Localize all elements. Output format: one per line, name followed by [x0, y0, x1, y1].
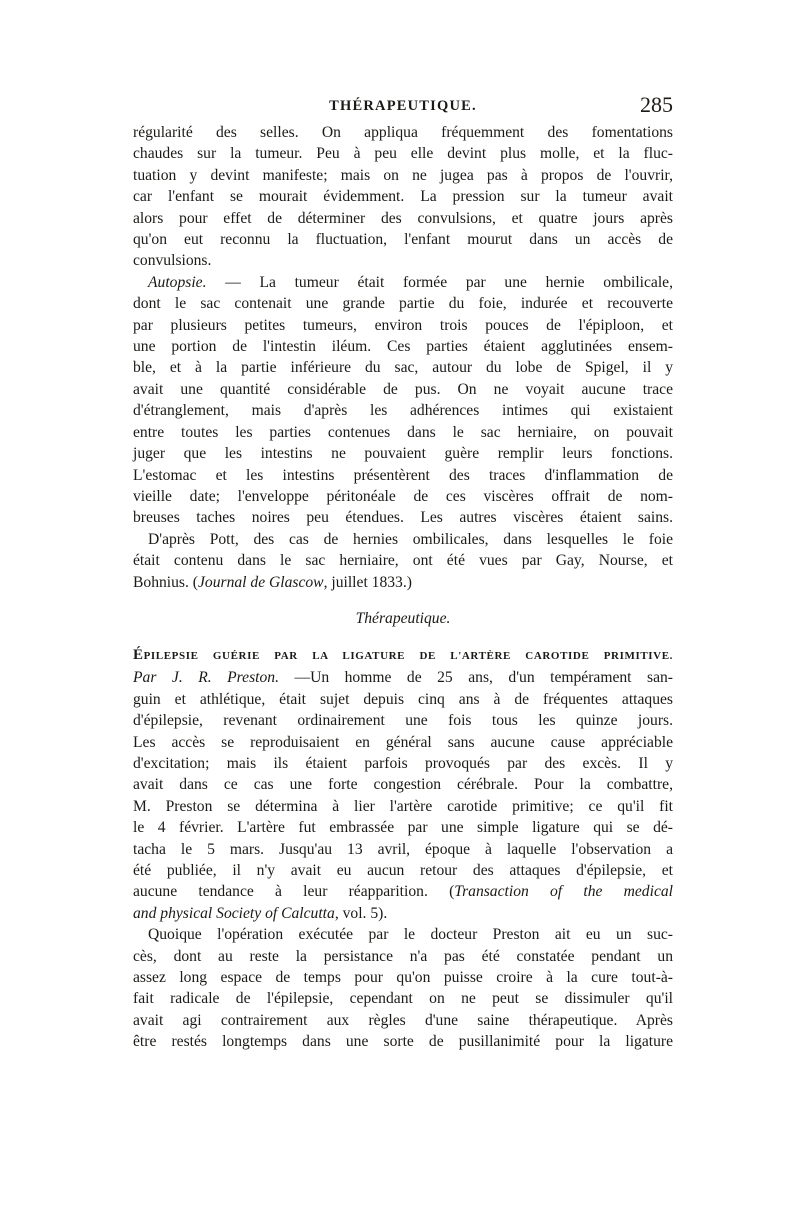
citation-post: , vol. 5).	[334, 904, 388, 922]
citation-post: , juillet 1833.)	[323, 573, 412, 591]
article-heading-initial: É	[133, 646, 144, 663]
text-line: d'épilepsie, revenant ordinairement une fois tous les quinze jours.	[133, 712, 673, 730]
text-line: être restés longtemps dans une sorte de pusillanimité pour la ligature	[133, 1033, 673, 1051]
citation-line	[133, 881, 673, 902]
text-line: breuses taches noires peu étendues. Les autres viscères étaient sains.	[133, 509, 673, 527]
text-line: d'excitation; mais ils étaient parfois provoqués par des excès. Il y	[133, 754, 673, 772]
text-line: vieille date; l'enveloppe péritonéale de ces viscères offrait de nom-	[133, 487, 673, 505]
article-heading	[133, 644, 673, 667]
autopsie-label: Autopsie.	[148, 273, 207, 291]
autopsie-line	[133, 272, 673, 293]
text-line: convulsions.	[133, 252, 212, 270]
article-first-text: —Un homme de 25 ans, d'un tempérament san-	[294, 669, 673, 687]
text-line: chaudes sur la tumeur. Peu à peu elle devint plus molle, et la fluc-	[133, 145, 673, 163]
text-line: une portion de l'intestin iléum. Ces parties étaient agglutinées ensem-	[133, 338, 673, 356]
text-line: car l'enfant se mourait évidemment. La pression sur la tumeur avait	[133, 188, 673, 206]
text-line: Quoique l'opération exécutée par le docteur Preston ait eu un suc-	[148, 926, 673, 944]
text-line: L'estomac et les intestins présentèrent des traces d'inflammation de	[133, 466, 673, 484]
text-line: guin et athlétique, était sujet depuis cinq ans à de fréquentes attaques	[133, 690, 673, 708]
text-line: tacha le 5 mars. Jusqu'au 13 avril, époque à laquelle l'observation a	[133, 840, 673, 858]
citation-pre: aucune tendance à leur réapparition. (	[133, 883, 455, 901]
citation-pre: Bohnius. (	[133, 573, 198, 591]
text-line: avait dans ce cas une forte congestion cérébrale. Pour la combattre,	[133, 776, 673, 794]
text-line: fait radicale de l'épilepsie, cependant on ne peut se dissimuler qu'il	[133, 990, 673, 1008]
text-line: dont le sac contenait une grande partie du foie, indurée et recouverte	[133, 295, 673, 313]
page-number: 285	[640, 92, 673, 117]
citation-line	[133, 903, 673, 924]
text-line: D'après Pott, des cas de hernies ombilicales, dans lesquelles le foie	[148, 530, 673, 548]
text-line: ble, et à la partie inférieure du sac, autour du lobe de Spigel, il y	[133, 359, 673, 377]
text-line: régularité des selles. On appliqua fréquemment des fomentations	[133, 124, 673, 141]
text-line: était contenu dans le sac herniaire, ont été vues par Gay, Nourse, et	[133, 552, 673, 570]
journal-title-cont: and physical Society of Calcutta	[133, 904, 335, 922]
article-heading-text: PILEPSIE GUÉRIE PAR LA LIGATURE DE L'ARTÈRE CAROTIDE PRIMITIVE.	[143, 649, 673, 662]
text-line: été publiée, il n'y avait eu aucun retour des attaques d'épilepsie, et	[133, 862, 673, 879]
section-title: Thérapeutique.	[355, 609, 451, 627]
journal-title: Journal de Glascow	[197, 573, 324, 591]
text-line: avait agi contrairement aux règles d'une saine thérapeutique. Après	[133, 1011, 673, 1029]
text-line: M. Preston se détermina à lier l'artère carotide primitive; ce qu'il fit	[133, 797, 673, 815]
book-page	[133, 92, 673, 1053]
journal-title: Transaction of the medical	[454, 883, 673, 901]
text-line: le 4 février. L'artère fut embrassée par une simple ligature qui se dé-	[133, 819, 673, 837]
page-header	[133, 92, 673, 122]
running-title: THÉRAPEUTIQUE.	[329, 98, 477, 114]
text-line: par plusieurs petites tumeurs, environ trois pouces de l'épiploon, et	[133, 316, 673, 334]
text-line: Les accès se reproduisaient en général sans aucune cause appréciable	[133, 733, 673, 751]
text-line: cès, dont au reste la persistance n'a pas été constatée pendant un	[133, 947, 673, 965]
article-first-line	[133, 667, 673, 688]
text-line: avait une quantité considérable de pus. On ne voyait aucune trace	[133, 380, 673, 398]
text-line: juger que les intestins ne pouvaient guère remplir leurs fonctions.	[133, 445, 673, 463]
text-line: assez long espace de temps pour qu'on puisse croire à la cure tout-à-	[133, 969, 673, 987]
text-line: alors pour effet de déterminer des convulsions, et quatre jours après	[133, 209, 673, 227]
citation-line	[133, 572, 673, 593]
body-text	[133, 122, 673, 1053]
article-author: Par J. R. Preston.	[133, 669, 279, 687]
text-line: tuation y devint manifeste; mais on ne jugea pas à propos de l'ouvrir,	[133, 166, 673, 184]
autopsie-text: — La tumeur était formée par une hernie ombilicale,	[225, 273, 674, 291]
text-line: entre toutes les parties contenues dans le sac herniaire, on pouvait	[133, 423, 673, 441]
text-line: d'étranglement, mais d'après les adhérences intimes qui existaient	[133, 402, 673, 420]
text-line: qu'on eut reconnu la fluctuation, l'enfant mourut dans un accès de	[133, 231, 673, 249]
